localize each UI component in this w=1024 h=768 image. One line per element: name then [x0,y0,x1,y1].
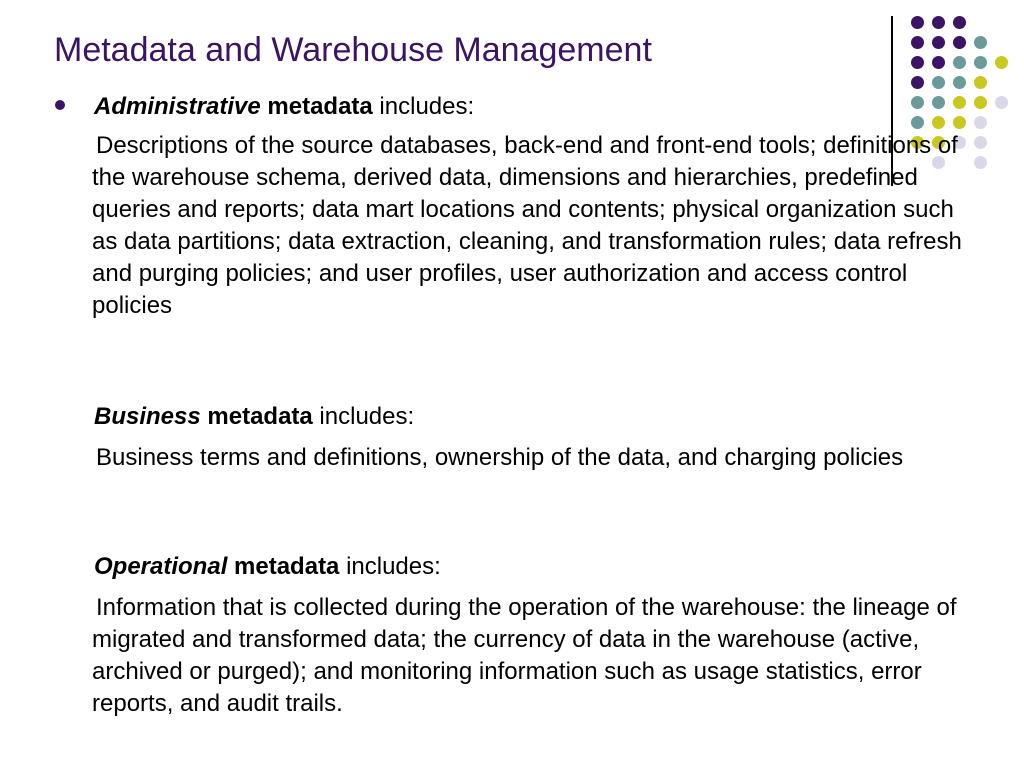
section-suffix: includes: [372,93,475,120]
dot [932,36,945,49]
dot [911,76,924,89]
dot [932,116,945,129]
section-term: Business [94,403,201,430]
dot [953,36,966,49]
section-term: Operational [94,553,228,580]
dot [974,36,987,49]
section-heading-business [94,402,414,432]
dot [932,16,945,29]
dot [953,76,966,89]
section-body-business: Business terms and definitions, ownership of the data, and charging policies [96,444,904,471]
section-body-administrative: Descriptions of the source databases, back-end and front-end tools; definitions of the warehouse schema, derived data, dimensions and hierarchies, predefined queries and reports; data mart locations and contents; physical organization such as data partitions; data extraction, cleaning, and transformation rules; data refresh and purging policies; and user profiles, user authorization and access control policies [92,132,962,319]
dot [953,16,966,29]
dot [911,36,924,49]
dot [911,96,924,109]
section-heading-administrative [94,92,474,122]
dot [953,96,966,109]
section-suffix: includes: [312,403,415,430]
dot [953,116,966,129]
section-term: Administrative [94,93,261,120]
dot [932,76,945,89]
dot [974,96,987,109]
dot [974,136,987,149]
dot [953,56,966,69]
dot [995,96,1008,109]
slide-title: Metadata and Warehouse Management [54,31,652,69]
dot [974,56,987,69]
section-keyword: metadata [267,93,373,120]
dot [974,156,987,169]
dot [974,76,987,89]
dot [911,56,924,69]
section-suffix: includes: [339,553,441,580]
dot [911,16,924,29]
section-keyword: metadata [207,403,313,430]
dot [974,116,987,129]
section-body-operational: Information that is collected during the operation of the warehouse: the lineage of migrated and transformed data; the currency of data in the warehouse (active, archived or purged); and monitoring information such as usage statistics, error reports, and audit trails. [92,594,957,717]
section-keyword: metadata [234,553,340,580]
dot [911,116,924,129]
section-heading-operational [94,552,441,582]
bullet-icon [55,100,65,110]
dot [932,96,945,109]
dot [932,56,945,69]
dot [995,56,1008,69]
